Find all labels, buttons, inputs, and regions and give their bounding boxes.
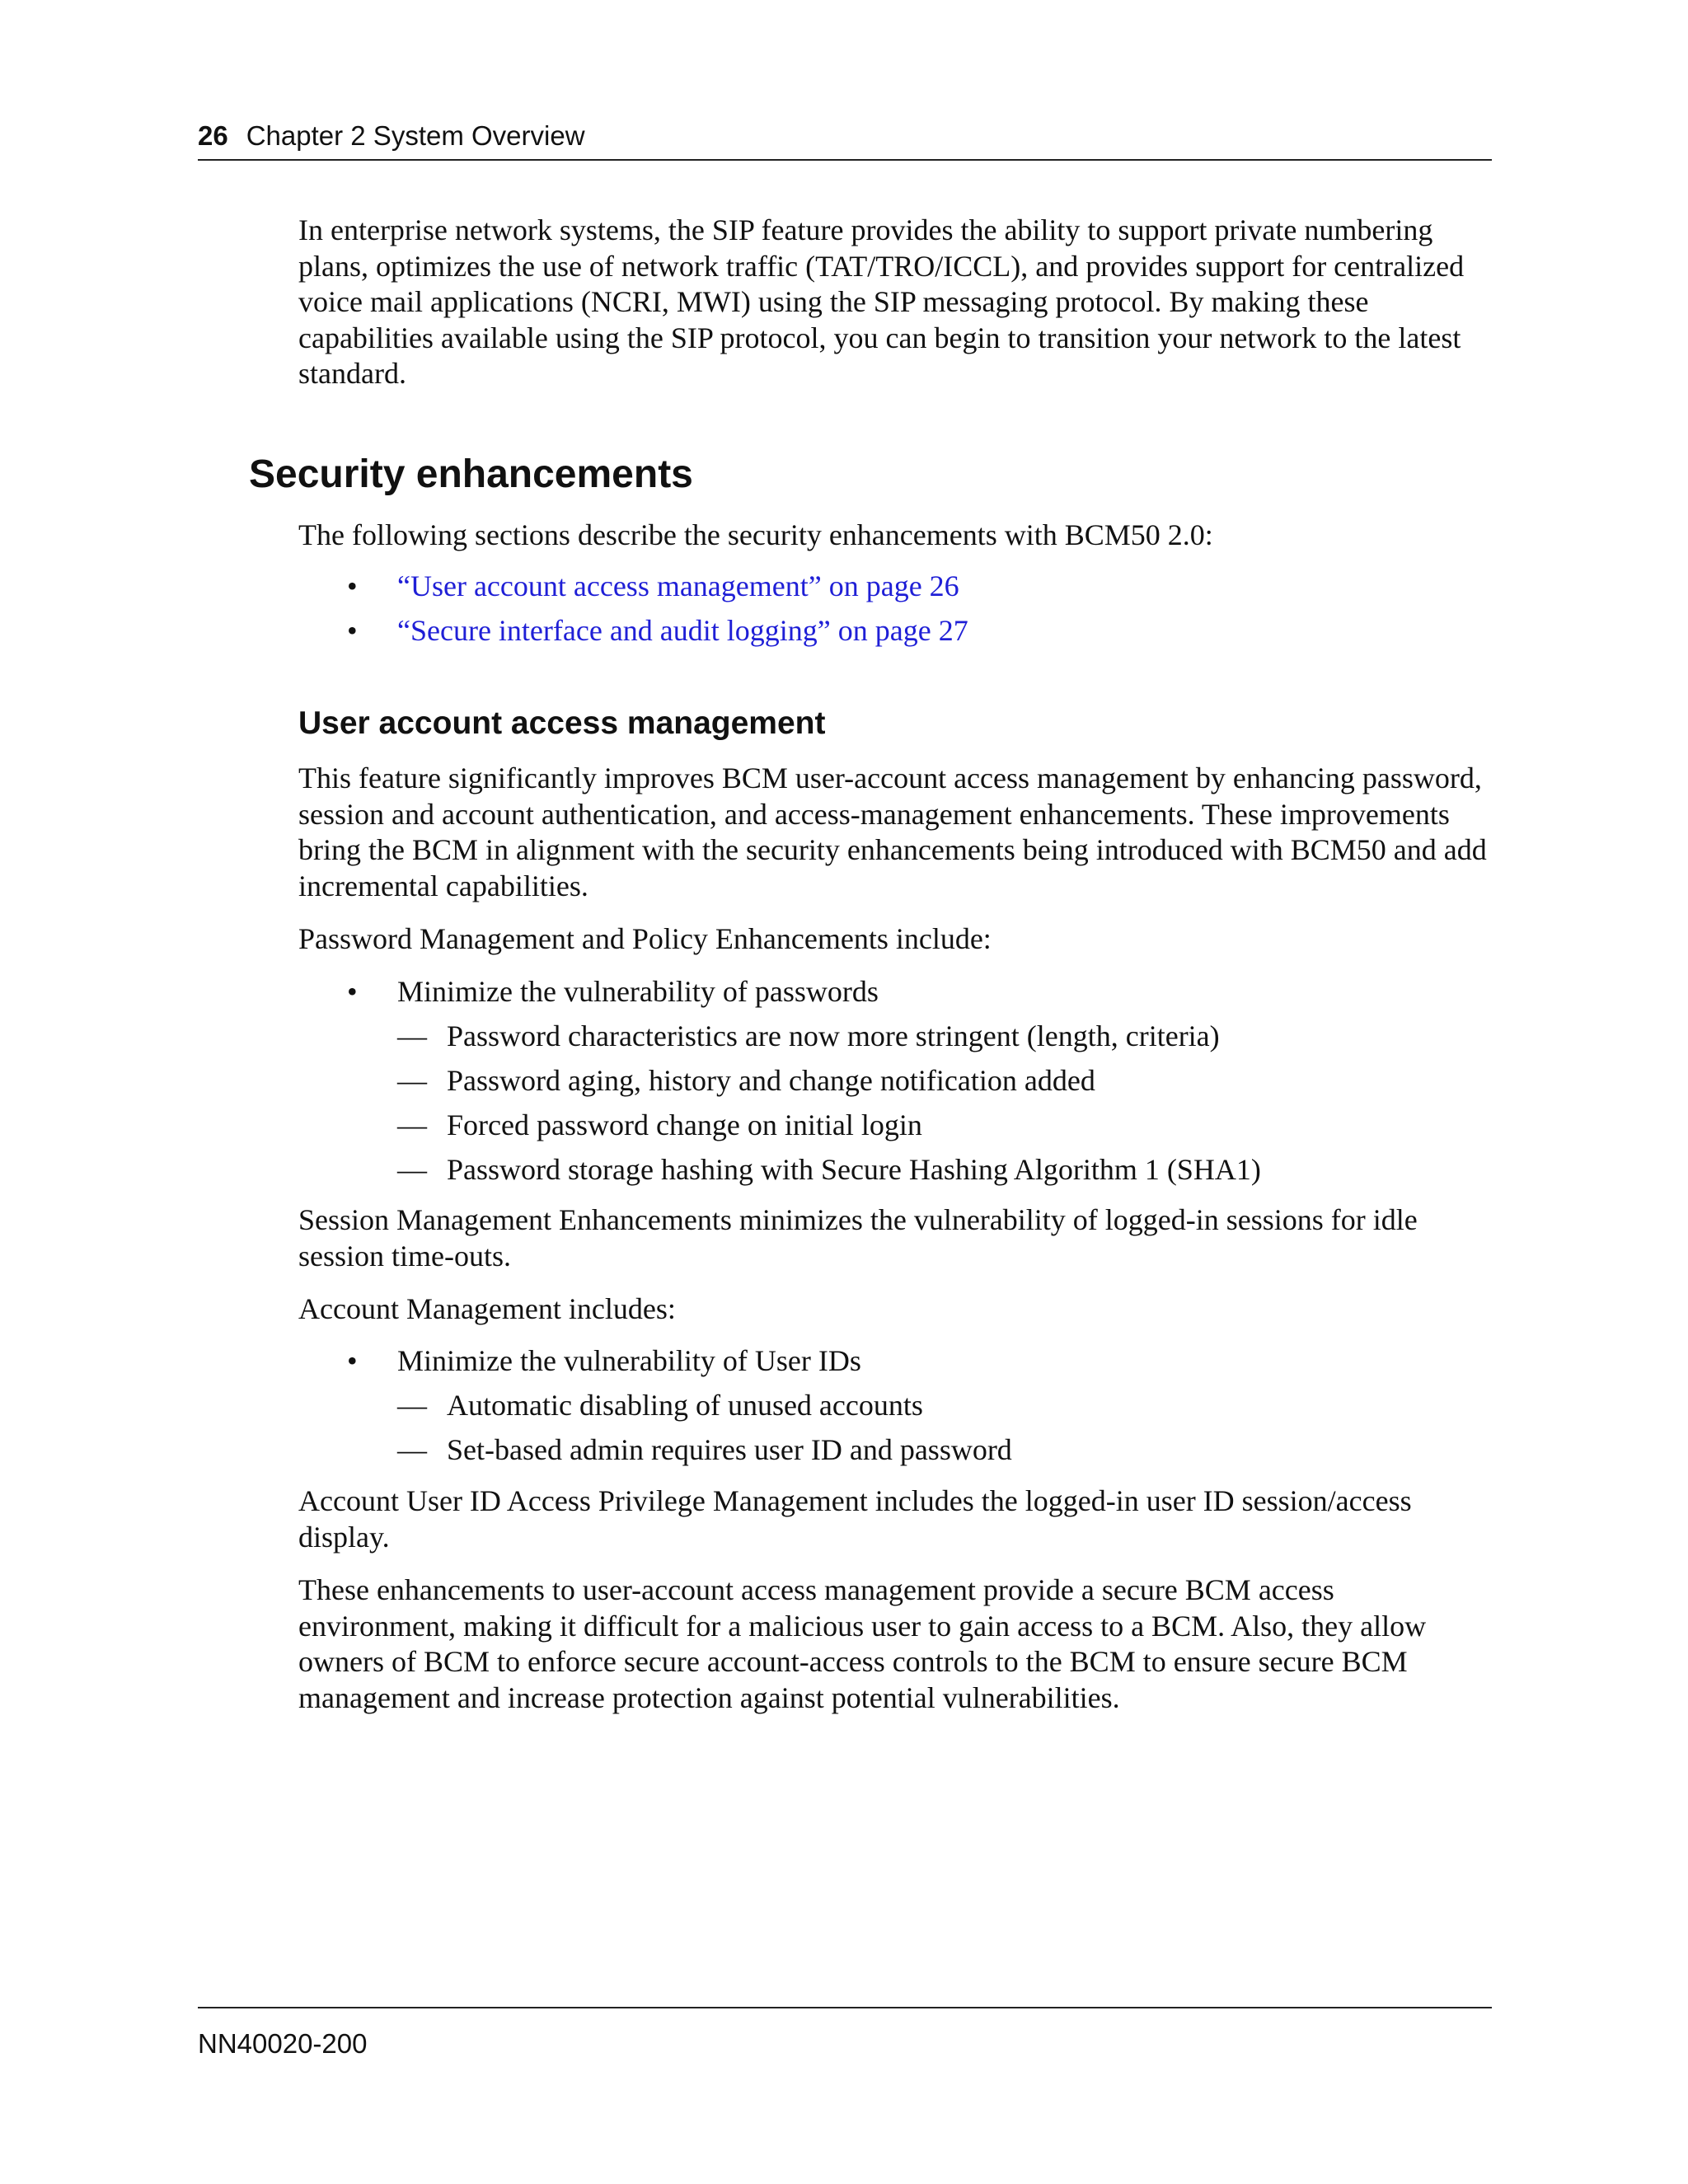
closing-paragraph: These enhancements to user-account access management provide a secure BCM access environment, making it difficult for a malicious user to gain access to a BCM. Also, they allow owners of BCM to enforce secure account-access controls to the BCM to ensure secure BCM management and increase protection against potential vulnerabilities. — [298, 1573, 1427, 1714]
sub-list-item-text: Password storage hashing with Secure Hashing Algorithm 1 (SHA1) — [447, 1153, 1261, 1186]
password-lead-paragraph: Password Management and Policy Enhancements include: — [298, 922, 992, 955]
sub-list-item — [298, 1432, 1489, 1477]
subsection-heading-user-account: User account access management — [298, 705, 826, 741]
account-management-lead: Account Management includes: — [298, 1292, 676, 1325]
bullet-marker: • — [347, 1344, 358, 1377]
bullet-marker: • — [347, 614, 358, 647]
dash-marker: — — [397, 1153, 427, 1186]
list-item — [298, 974, 1489, 1019]
bullet-marker: • — [347, 569, 358, 602]
link-secure-interface-audit[interactable]: “Secure interface and audit logging” on page 27 — [397, 614, 968, 647]
intro-paragraph: In enterprise network systems, the SIP feature provides the ability to support private numbering plans, optimizes the use of network traffic (TAT/TRO/ICCL), and provides support for centralized voice mail applications (NCRI, MWI) using the SIP messaging protocol. By making these capabilities available using the SIP protocol, you can begin to transition your network to the latest standard. — [298, 213, 1465, 390]
chapter-title: Chapter 2 System Overview — [246, 120, 585, 151]
dash-marker: — — [397, 1019, 427, 1052]
session-management-paragraph: Session Management Enhancements minimizes the vulnerability of logged-in sessions for idle session time-outs. — [298, 1203, 1418, 1272]
list-item — [298, 613, 1489, 658]
footer-doc-number: NN40020-200 — [198, 2028, 368, 2059]
sub-list-item — [298, 1063, 1489, 1108]
dash-marker: — — [397, 1433, 427, 1466]
link-user-account-access[interactable]: “User account access management” on page 26 — [397, 569, 959, 602]
password-list — [298, 974, 1489, 1197]
sub-list-item-text: Password aging, history and change notification added — [447, 1064, 1095, 1097]
sub-list-item — [298, 1152, 1489, 1197]
security-lead-paragraph: The following sections describe the security enhancements with BCM50 2.0: — [298, 518, 1213, 551]
sub-list-item-text: Forced password change on initial login — [447, 1108, 922, 1141]
user-account-intro-paragraph: This feature significantly improves BCM user-account access management by enhancing password, session and account authentication, and access-management enhancements. These improvements bring the BCM in alignment with the security enhancements being introduced with BCM50 and add incremental capabilities. — [298, 762, 1487, 902]
list-item — [298, 1343, 1489, 1388]
list-item-text: Minimize the vulnerability of passwords — [397, 975, 879, 1008]
sub-list-item-text: Automatic disabling of unused accounts — [447, 1389, 923, 1422]
dash-marker: — — [397, 1389, 427, 1422]
footer-rule — [198, 2007, 1492, 2008]
section-heading-security: Security enhancements — [249, 452, 693, 496]
privilege-management-paragraph: Account User ID Access Privilege Management includes the logged-in user ID session/access display. — [298, 1484, 1412, 1554]
sub-list-item-text: Password characteristics are now more stringent (length, criteria) — [447, 1019, 1220, 1052]
dash-marker: — — [397, 1064, 427, 1097]
security-links-list — [298, 569, 1489, 658]
dash-marker: — — [397, 1108, 427, 1141]
sub-list-item-text: Set-based admin requires user ID and password — [447, 1433, 1012, 1466]
page-number: 26 — [198, 120, 228, 151]
account-list — [298, 1343, 1489, 1477]
list-item — [298, 569, 1489, 613]
sub-list-item — [298, 1019, 1489, 1063]
list-item-text: Minimize the vulnerability of User IDs — [397, 1344, 861, 1377]
sub-list-item — [298, 1108, 1489, 1152]
sub-list-item — [298, 1388, 1489, 1432]
bullet-marker: • — [347, 975, 358, 1008]
running-header — [198, 120, 1492, 161]
